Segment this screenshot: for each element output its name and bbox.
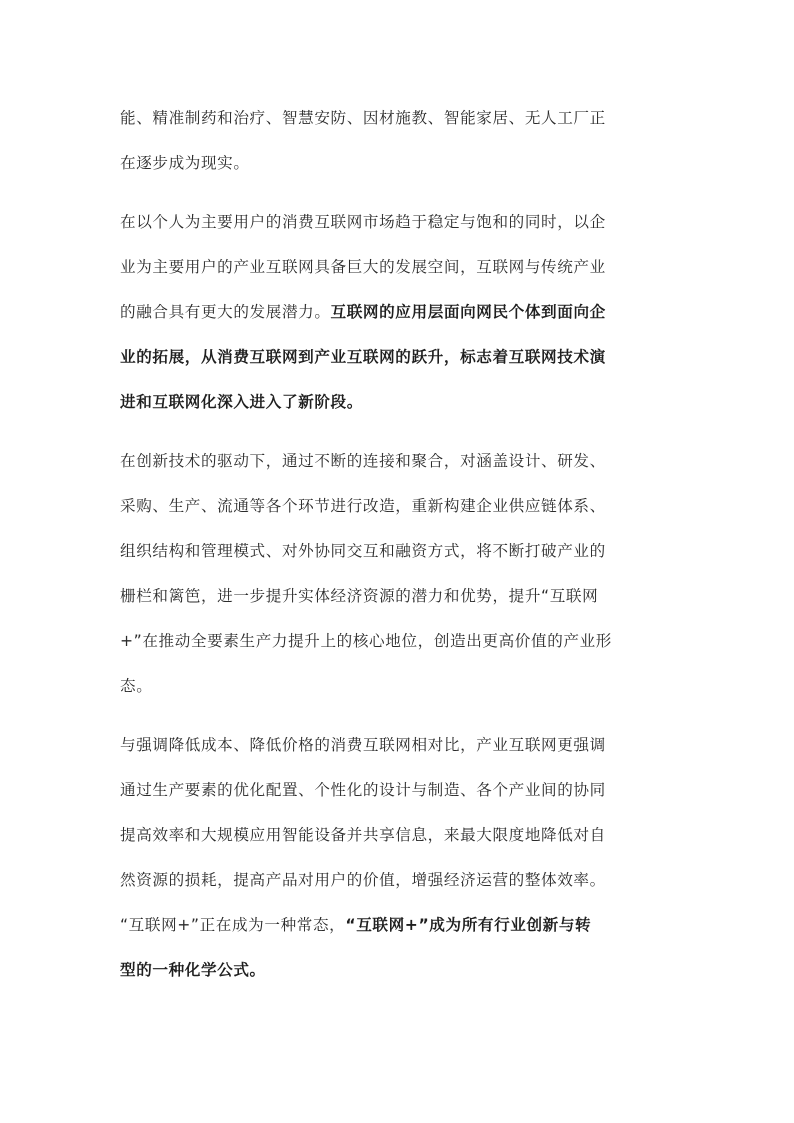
text-line: [120, 768, 674, 813]
text-line: [120, 948, 674, 993]
text-run: “互联网+”正在成为一种常态，: [120, 916, 346, 934]
text-run: 组织结构和管理模式、对外协同交互和融资方式，将不断打破产业的: [120, 542, 606, 560]
text-line: [120, 335, 674, 380]
text-run: 在创新技术的驱动下，通过不断的连接和聚合，对涵盖设计、研发、: [120, 452, 606, 470]
text-line: [120, 903, 674, 948]
text-run: 能、精准制药和治疗、智慧安防、因材施教、智能家居、无人工厂正: [120, 109, 606, 127]
text-run: 然资源的损耗，提高产品对用户的价值，增强经济运营的整体效率。: [120, 871, 606, 889]
text-line: [120, 141, 674, 186]
text-line: [120, 664, 674, 709]
text-line: [120, 574, 674, 619]
text-line: [120, 813, 674, 858]
document-body: [120, 96, 674, 993]
text-run: +”在推动全要素生产力提升上的核心地位，创造出更高价值的产业形: [120, 632, 612, 650]
text-run: 态。: [120, 677, 153, 695]
bold-text-run: 型的一种化学公式。: [120, 961, 266, 979]
text-run: 采购、生产、流通等各个环节进行改造，重新构建企业供应链体系、: [120, 497, 606, 515]
text-run: 的融合具有更大的发展潜力。: [120, 303, 331, 321]
text-line: [120, 858, 674, 903]
text-line: [120, 290, 674, 335]
text-line: [120, 380, 674, 425]
bold-text-run: “互联网+”成为所有行业创新与转: [345, 916, 592, 934]
text-run: 业为主要用户的产业互联网具备巨大的发展空间，互联网与传统产业: [120, 258, 606, 276]
bold-text-run: 进和互联网化深入进入了新阶段。: [120, 393, 363, 411]
text-run: 通过生产要素的优化配置、个性化的设计与制造、各个产业间的协同: [120, 781, 606, 799]
bold-text-run: 互联网的应用层面向网民个体到面向企: [330, 303, 606, 321]
paragraph: [120, 200, 674, 425]
text-run: 栅栏和篱笆，进一步提升实体经济资源的潜力和优势，提升“互联网: [120, 587, 599, 605]
bold-text-run: 业的拓展，从消费互联网到产业互联网的跃升，标志着互联网技术演: [120, 348, 606, 366]
text-line: [120, 245, 674, 290]
text-run: 在逐步成为现实。: [120, 154, 250, 172]
text-line: [120, 484, 674, 529]
paragraph: [120, 439, 674, 709]
paragraph: [120, 96, 674, 186]
text-run: 在以个人为主要用户的消费互联网市场趋于稳定与饱和的同时，以企: [120, 213, 606, 231]
text-line: [120, 619, 674, 664]
text-run: 与强调降低成本、降低价格的消费互联网相对比，产业互联网更强调: [120, 736, 606, 754]
text-line: [120, 96, 674, 141]
paragraph: [120, 723, 674, 993]
text-line: [120, 439, 674, 484]
text-line: [120, 529, 674, 574]
text-run: 提高效率和大规模应用智能设备并共享信息，来最大限度地降低对自: [120, 826, 606, 844]
text-line: [120, 200, 674, 245]
text-line: [120, 723, 674, 768]
